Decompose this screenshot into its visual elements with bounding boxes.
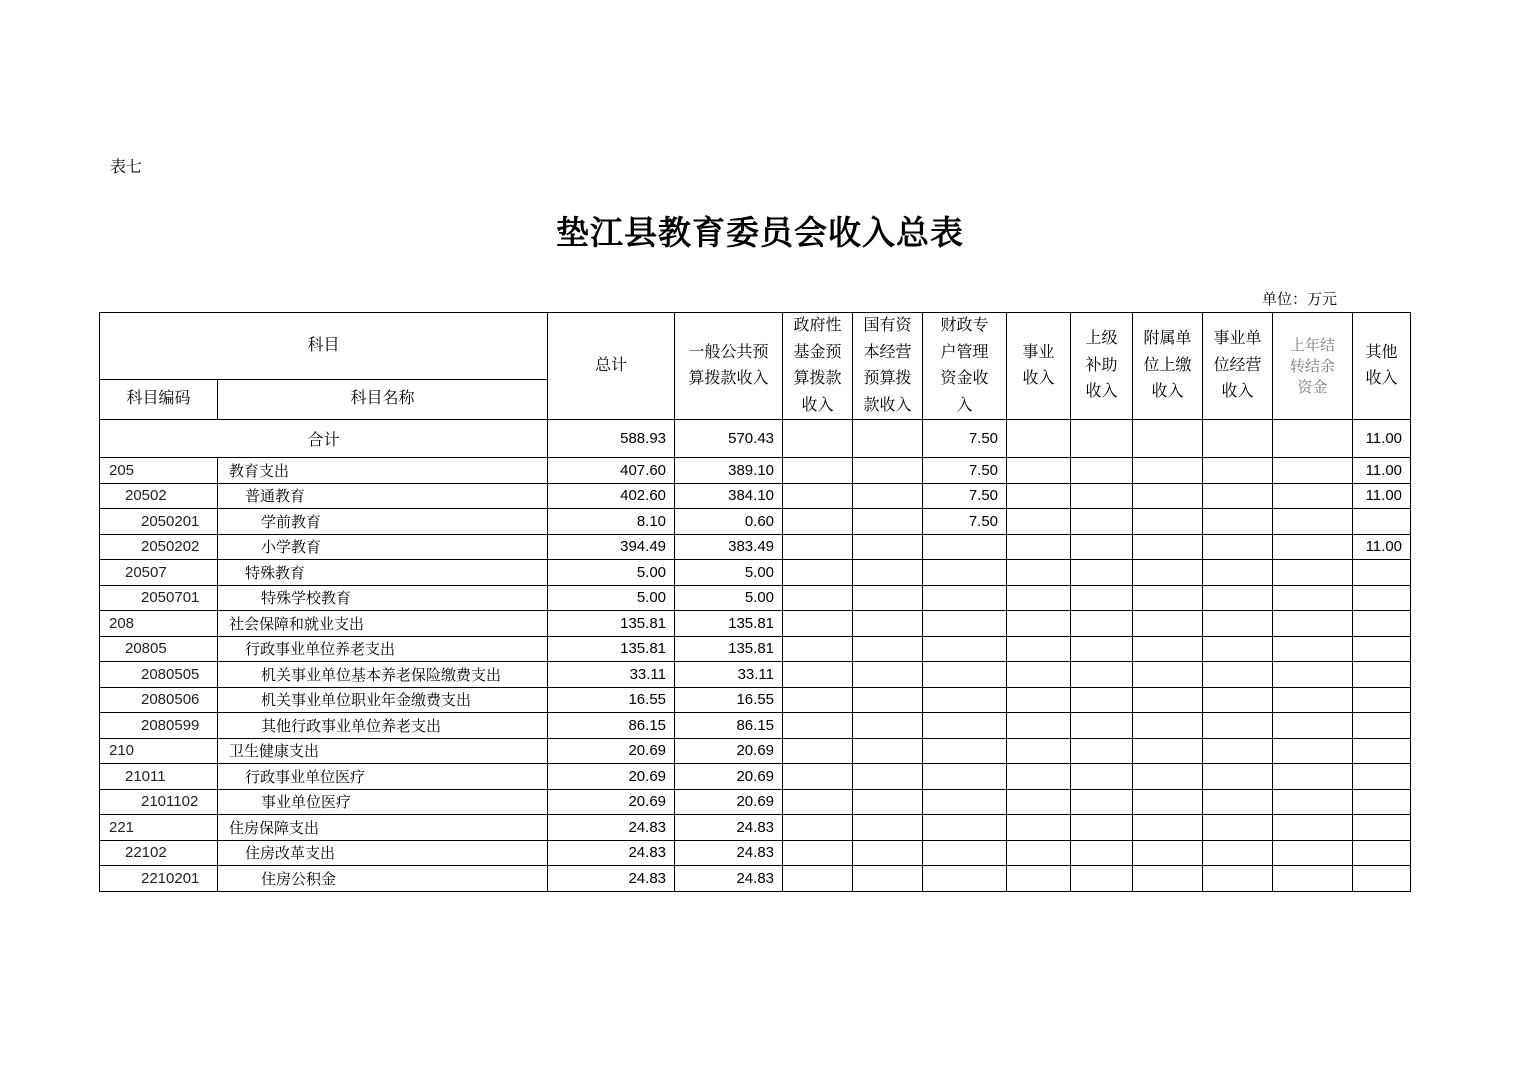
row-other: 11.00 [1353, 534, 1411, 560]
header-gov-fund: 政府性基金预算拨款收入 [783, 313, 853, 420]
row-code: 221 [100, 815, 218, 841]
row-general-budget: 24.83 [675, 840, 783, 866]
row-business-income [1007, 636, 1071, 662]
row-carryover [1273, 585, 1353, 611]
row-gov-fund [783, 636, 853, 662]
table-row [100, 560, 1411, 586]
row-gov-fund [783, 509, 853, 535]
row-name: 机关事业单位职业年金缴费支出 [218, 687, 548, 713]
page-title: 垫江县教育委员会收入总表 [556, 213, 964, 252]
row-total: 5.00 [548, 585, 675, 611]
row-state-capital [853, 713, 923, 739]
row-business-operation [1203, 483, 1273, 509]
row-fiscal-special [923, 611, 1007, 637]
row-superior-subsidy [1071, 662, 1133, 688]
row-superior-subsidy [1071, 687, 1133, 713]
row-affiliated-income [1133, 738, 1203, 764]
row-state-capital [853, 458, 923, 484]
row-total: 394.49 [548, 534, 675, 560]
row-other [1353, 713, 1411, 739]
row-general-budget: 33.11 [675, 662, 783, 688]
table-row [100, 662, 1411, 688]
row-state-capital [853, 789, 923, 815]
row-carryover [1273, 636, 1353, 662]
row-business-operation [1203, 636, 1273, 662]
row-superior-subsidy [1071, 866, 1133, 892]
total-affiliated-income [1133, 420, 1203, 458]
table-row [100, 815, 1411, 841]
row-state-capital [853, 636, 923, 662]
row-code: 2080506 [100, 687, 218, 713]
row-general-budget: 20.69 [675, 738, 783, 764]
row-affiliated-income [1133, 815, 1203, 841]
row-gov-fund [783, 866, 853, 892]
row-gov-fund [783, 840, 853, 866]
row-total: 407.60 [548, 458, 675, 484]
row-total: 86.15 [548, 713, 675, 739]
row-business-income [1007, 611, 1071, 637]
row-code: 210 [100, 738, 218, 764]
row-code: 2050201 [100, 509, 218, 535]
row-state-capital [853, 509, 923, 535]
row-other [1353, 509, 1411, 535]
row-business-income [1007, 738, 1071, 764]
row-fiscal-special [923, 738, 1007, 764]
income-summary-table [99, 312, 1411, 892]
header-subject-name: 科目名称 [218, 380, 548, 420]
row-business-operation [1203, 866, 1273, 892]
row-name: 特殊教育 [218, 560, 548, 586]
row-carryover [1273, 840, 1353, 866]
row-gov-fund [783, 483, 853, 509]
row-gov-fund [783, 687, 853, 713]
row-superior-subsidy [1071, 585, 1133, 611]
row-name: 行政事业单位养老支出 [218, 636, 548, 662]
row-business-income [1007, 585, 1071, 611]
row-carryover [1273, 738, 1353, 764]
row-code: 2080599 [100, 713, 218, 739]
row-business-income [1007, 662, 1071, 688]
row-code: 21011 [100, 764, 218, 790]
header-carryover: 上年结转结余资金 [1273, 313, 1353, 420]
row-superior-subsidy [1071, 815, 1133, 841]
row-superior-subsidy [1071, 458, 1133, 484]
row-affiliated-income [1133, 611, 1203, 637]
row-other: 11.00 [1353, 458, 1411, 484]
row-general-budget: 20.69 [675, 789, 783, 815]
row-other [1353, 764, 1411, 790]
row-carryover [1273, 662, 1353, 688]
total-fiscal-special: 7.50 [923, 420, 1007, 458]
row-general-budget: 384.10 [675, 483, 783, 509]
row-other: 11.00 [1353, 483, 1411, 509]
row-gov-fund [783, 611, 853, 637]
row-fiscal-special [923, 713, 1007, 739]
row-total: 8.10 [548, 509, 675, 535]
row-business-income [1007, 483, 1071, 509]
row-fiscal-special: 7.50 [923, 483, 1007, 509]
total-business-income [1007, 420, 1071, 458]
row-name: 其他行政事业单位养老支出 [218, 713, 548, 739]
row-affiliated-income [1133, 483, 1203, 509]
row-carryover [1273, 458, 1353, 484]
table-header [100, 313, 1411, 420]
row-carryover [1273, 534, 1353, 560]
row-fiscal-special [923, 636, 1007, 662]
row-business-income [1007, 815, 1071, 841]
row-affiliated-income [1133, 534, 1203, 560]
row-other [1353, 611, 1411, 637]
row-state-capital [853, 840, 923, 866]
row-state-capital [853, 764, 923, 790]
total-total: 588.93 [548, 420, 675, 458]
row-carryover [1273, 815, 1353, 841]
header-affiliated-income: 附属单位上缴收入 [1133, 313, 1203, 420]
row-superior-subsidy [1071, 509, 1133, 535]
header-state-capital: 国有资本经营预算拨款收入 [853, 313, 923, 420]
total-state-capital [853, 420, 923, 458]
row-affiliated-income [1133, 840, 1203, 866]
row-fiscal-special: 7.50 [923, 509, 1007, 535]
row-affiliated-income [1133, 509, 1203, 535]
unit-label: 单位：万元 [1262, 290, 1338, 308]
row-total: 402.60 [548, 483, 675, 509]
row-total: 20.69 [548, 789, 675, 815]
row-state-capital [853, 662, 923, 688]
row-total: 20.69 [548, 764, 675, 790]
row-state-capital [853, 815, 923, 841]
row-superior-subsidy [1071, 611, 1133, 637]
table-row [100, 458, 1411, 484]
row-general-budget: 383.49 [675, 534, 783, 560]
row-code: 22102 [100, 840, 218, 866]
row-general-budget: 20.69 [675, 764, 783, 790]
row-superior-subsidy [1071, 483, 1133, 509]
row-gov-fund [783, 662, 853, 688]
row-business-operation [1203, 687, 1273, 713]
row-business-income [1007, 534, 1071, 560]
row-affiliated-income [1133, 458, 1203, 484]
row-other [1353, 738, 1411, 764]
total-gov-fund [783, 420, 853, 458]
row-code: 208 [100, 611, 218, 637]
header-business-operation: 事业单位经营收入 [1203, 313, 1273, 420]
row-other [1353, 636, 1411, 662]
row-general-budget: 135.81 [675, 636, 783, 662]
table-row [100, 636, 1411, 662]
row-superior-subsidy [1071, 840, 1133, 866]
row-carryover [1273, 611, 1353, 637]
row-state-capital [853, 483, 923, 509]
row-gov-fund [783, 738, 853, 764]
header-superior-subsidy: 上级补助收入 [1071, 313, 1133, 420]
row-carryover [1273, 483, 1353, 509]
row-state-capital [853, 866, 923, 892]
row-affiliated-income [1133, 560, 1203, 586]
row-fiscal-special [923, 764, 1007, 790]
row-general-budget: 5.00 [675, 585, 783, 611]
row-affiliated-income [1133, 687, 1203, 713]
table-body [100, 420, 1411, 892]
row-total: 135.81 [548, 611, 675, 637]
row-other [1353, 687, 1411, 713]
row-fiscal-special: 7.50 [923, 458, 1007, 484]
row-name: 社会保障和就业支出 [218, 611, 548, 637]
row-total: 24.83 [548, 815, 675, 841]
table-row [100, 509, 1411, 535]
row-general-budget: 0.60 [675, 509, 783, 535]
header-other: 其他收入 [1353, 313, 1411, 420]
row-code: 20507 [100, 560, 218, 586]
row-gov-fund [783, 534, 853, 560]
row-state-capital [853, 738, 923, 764]
row-carryover [1273, 560, 1353, 586]
total-carryover [1273, 420, 1353, 458]
row-gov-fund [783, 764, 853, 790]
table-row [100, 611, 1411, 637]
total-business-operation [1203, 420, 1273, 458]
row-other [1353, 560, 1411, 586]
row-affiliated-income [1133, 764, 1203, 790]
total-other: 11.00 [1353, 420, 1411, 458]
row-business-operation [1203, 738, 1273, 764]
row-state-capital [853, 585, 923, 611]
row-fiscal-special [923, 866, 1007, 892]
row-total: 24.83 [548, 866, 675, 892]
row-name: 小学教育 [218, 534, 548, 560]
row-business-income [1007, 764, 1071, 790]
table-row [100, 738, 1411, 764]
row-fiscal-special [923, 662, 1007, 688]
row-superior-subsidy [1071, 713, 1133, 739]
table-row [100, 713, 1411, 739]
row-carryover [1273, 764, 1353, 790]
row-business-operation [1203, 534, 1273, 560]
header-fiscal-special: 财政专户管理资金收入 [923, 313, 1007, 420]
row-gov-fund [783, 458, 853, 484]
row-superior-subsidy [1071, 636, 1133, 662]
header-total: 总计 [548, 313, 675, 420]
header-subject-group: 科目 [100, 313, 548, 380]
row-business-operation [1203, 458, 1273, 484]
row-code: 2050202 [100, 534, 218, 560]
row-other [1353, 662, 1411, 688]
row-general-budget: 5.00 [675, 560, 783, 586]
total-label: 合计 [100, 420, 548, 458]
row-affiliated-income [1133, 636, 1203, 662]
row-code: 205 [100, 458, 218, 484]
row-state-capital [853, 687, 923, 713]
table-row [100, 789, 1411, 815]
row-code: 2210201 [100, 866, 218, 892]
row-name: 机关事业单位基本养老保险缴费支出 [218, 662, 548, 688]
row-superior-subsidy [1071, 534, 1133, 560]
row-business-operation [1203, 611, 1273, 637]
row-general-budget: 16.55 [675, 687, 783, 713]
row-superior-subsidy [1071, 764, 1133, 790]
row-name: 住房公积金 [218, 866, 548, 892]
row-state-capital [853, 534, 923, 560]
row-gov-fund [783, 815, 853, 841]
row-code: 20805 [100, 636, 218, 662]
row-total: 16.55 [548, 687, 675, 713]
row-carryover [1273, 687, 1353, 713]
row-code: 2101102 [100, 789, 218, 815]
row-other [1353, 585, 1411, 611]
row-name: 事业单位医疗 [218, 789, 548, 815]
row-fiscal-special [923, 534, 1007, 560]
row-business-operation [1203, 560, 1273, 586]
row-fiscal-special [923, 560, 1007, 586]
table-number-label: 表七 [110, 157, 143, 176]
row-total: 33.11 [548, 662, 675, 688]
row-name: 特殊学校教育 [218, 585, 548, 611]
row-gov-fund [783, 713, 853, 739]
row-affiliated-income [1133, 662, 1203, 688]
row-business-income [1007, 560, 1071, 586]
row-gov-fund [783, 585, 853, 611]
table-row [100, 840, 1411, 866]
row-fiscal-special [923, 687, 1007, 713]
row-superior-subsidy [1071, 560, 1133, 586]
row-code: 20502 [100, 483, 218, 509]
row-business-operation [1203, 662, 1273, 688]
row-business-operation [1203, 764, 1273, 790]
row-general-budget: 24.83 [675, 866, 783, 892]
header-general-budget: 一般公共预算拨款收入 [675, 313, 783, 420]
table-row [100, 534, 1411, 560]
table-row [100, 483, 1411, 509]
row-business-operation [1203, 815, 1273, 841]
table-row [100, 585, 1411, 611]
row-business-income [1007, 713, 1071, 739]
row-business-income [1007, 789, 1071, 815]
row-name: 普通教育 [218, 483, 548, 509]
row-affiliated-income [1133, 866, 1203, 892]
row-code: 2050701 [100, 585, 218, 611]
row-business-operation [1203, 789, 1273, 815]
row-general-budget: 135.81 [675, 611, 783, 637]
header-business-income: 事业收入 [1007, 313, 1071, 420]
row-fiscal-special [923, 585, 1007, 611]
row-name: 卫生健康支出 [218, 738, 548, 764]
total-row [100, 420, 1411, 458]
row-business-operation [1203, 713, 1273, 739]
row-name: 教育支出 [218, 458, 548, 484]
row-gov-fund [783, 789, 853, 815]
table-row [100, 866, 1411, 892]
row-business-operation [1203, 840, 1273, 866]
table-row [100, 764, 1411, 790]
row-total: 20.69 [548, 738, 675, 764]
row-gov-fund [783, 560, 853, 586]
row-business-income [1007, 458, 1071, 484]
row-superior-subsidy [1071, 738, 1133, 764]
row-total: 5.00 [548, 560, 675, 586]
row-affiliated-income [1133, 713, 1203, 739]
row-carryover [1273, 789, 1353, 815]
row-fiscal-special [923, 789, 1007, 815]
row-business-income [1007, 687, 1071, 713]
row-name: 住房改革支出 [218, 840, 548, 866]
row-name: 住房保障支出 [218, 815, 548, 841]
row-other [1353, 840, 1411, 866]
row-other [1353, 815, 1411, 841]
row-carryover [1273, 509, 1353, 535]
row-other [1353, 789, 1411, 815]
row-affiliated-income [1133, 585, 1203, 611]
row-other [1353, 866, 1411, 892]
row-fiscal-special [923, 840, 1007, 866]
row-affiliated-income [1133, 789, 1203, 815]
total-general-budget: 570.43 [675, 420, 783, 458]
row-name: 行政事业单位医疗 [218, 764, 548, 790]
row-carryover [1273, 866, 1353, 892]
row-carryover [1273, 713, 1353, 739]
row-code: 2080505 [100, 662, 218, 688]
row-total: 135.81 [548, 636, 675, 662]
table-row [100, 687, 1411, 713]
row-state-capital [853, 611, 923, 637]
row-general-budget: 389.10 [675, 458, 783, 484]
row-general-budget: 86.15 [675, 713, 783, 739]
header-subject-code: 科目编码 [100, 380, 218, 420]
total-superior-subsidy [1071, 420, 1133, 458]
row-business-operation [1203, 585, 1273, 611]
row-business-income [1007, 840, 1071, 866]
row-state-capital [853, 560, 923, 586]
row-name: 学前教育 [218, 509, 548, 535]
row-business-income [1007, 509, 1071, 535]
row-general-budget: 24.83 [675, 815, 783, 841]
row-total: 24.83 [548, 840, 675, 866]
row-business-operation [1203, 509, 1273, 535]
row-superior-subsidy [1071, 789, 1133, 815]
row-business-income [1007, 866, 1071, 892]
row-fiscal-special [923, 815, 1007, 841]
